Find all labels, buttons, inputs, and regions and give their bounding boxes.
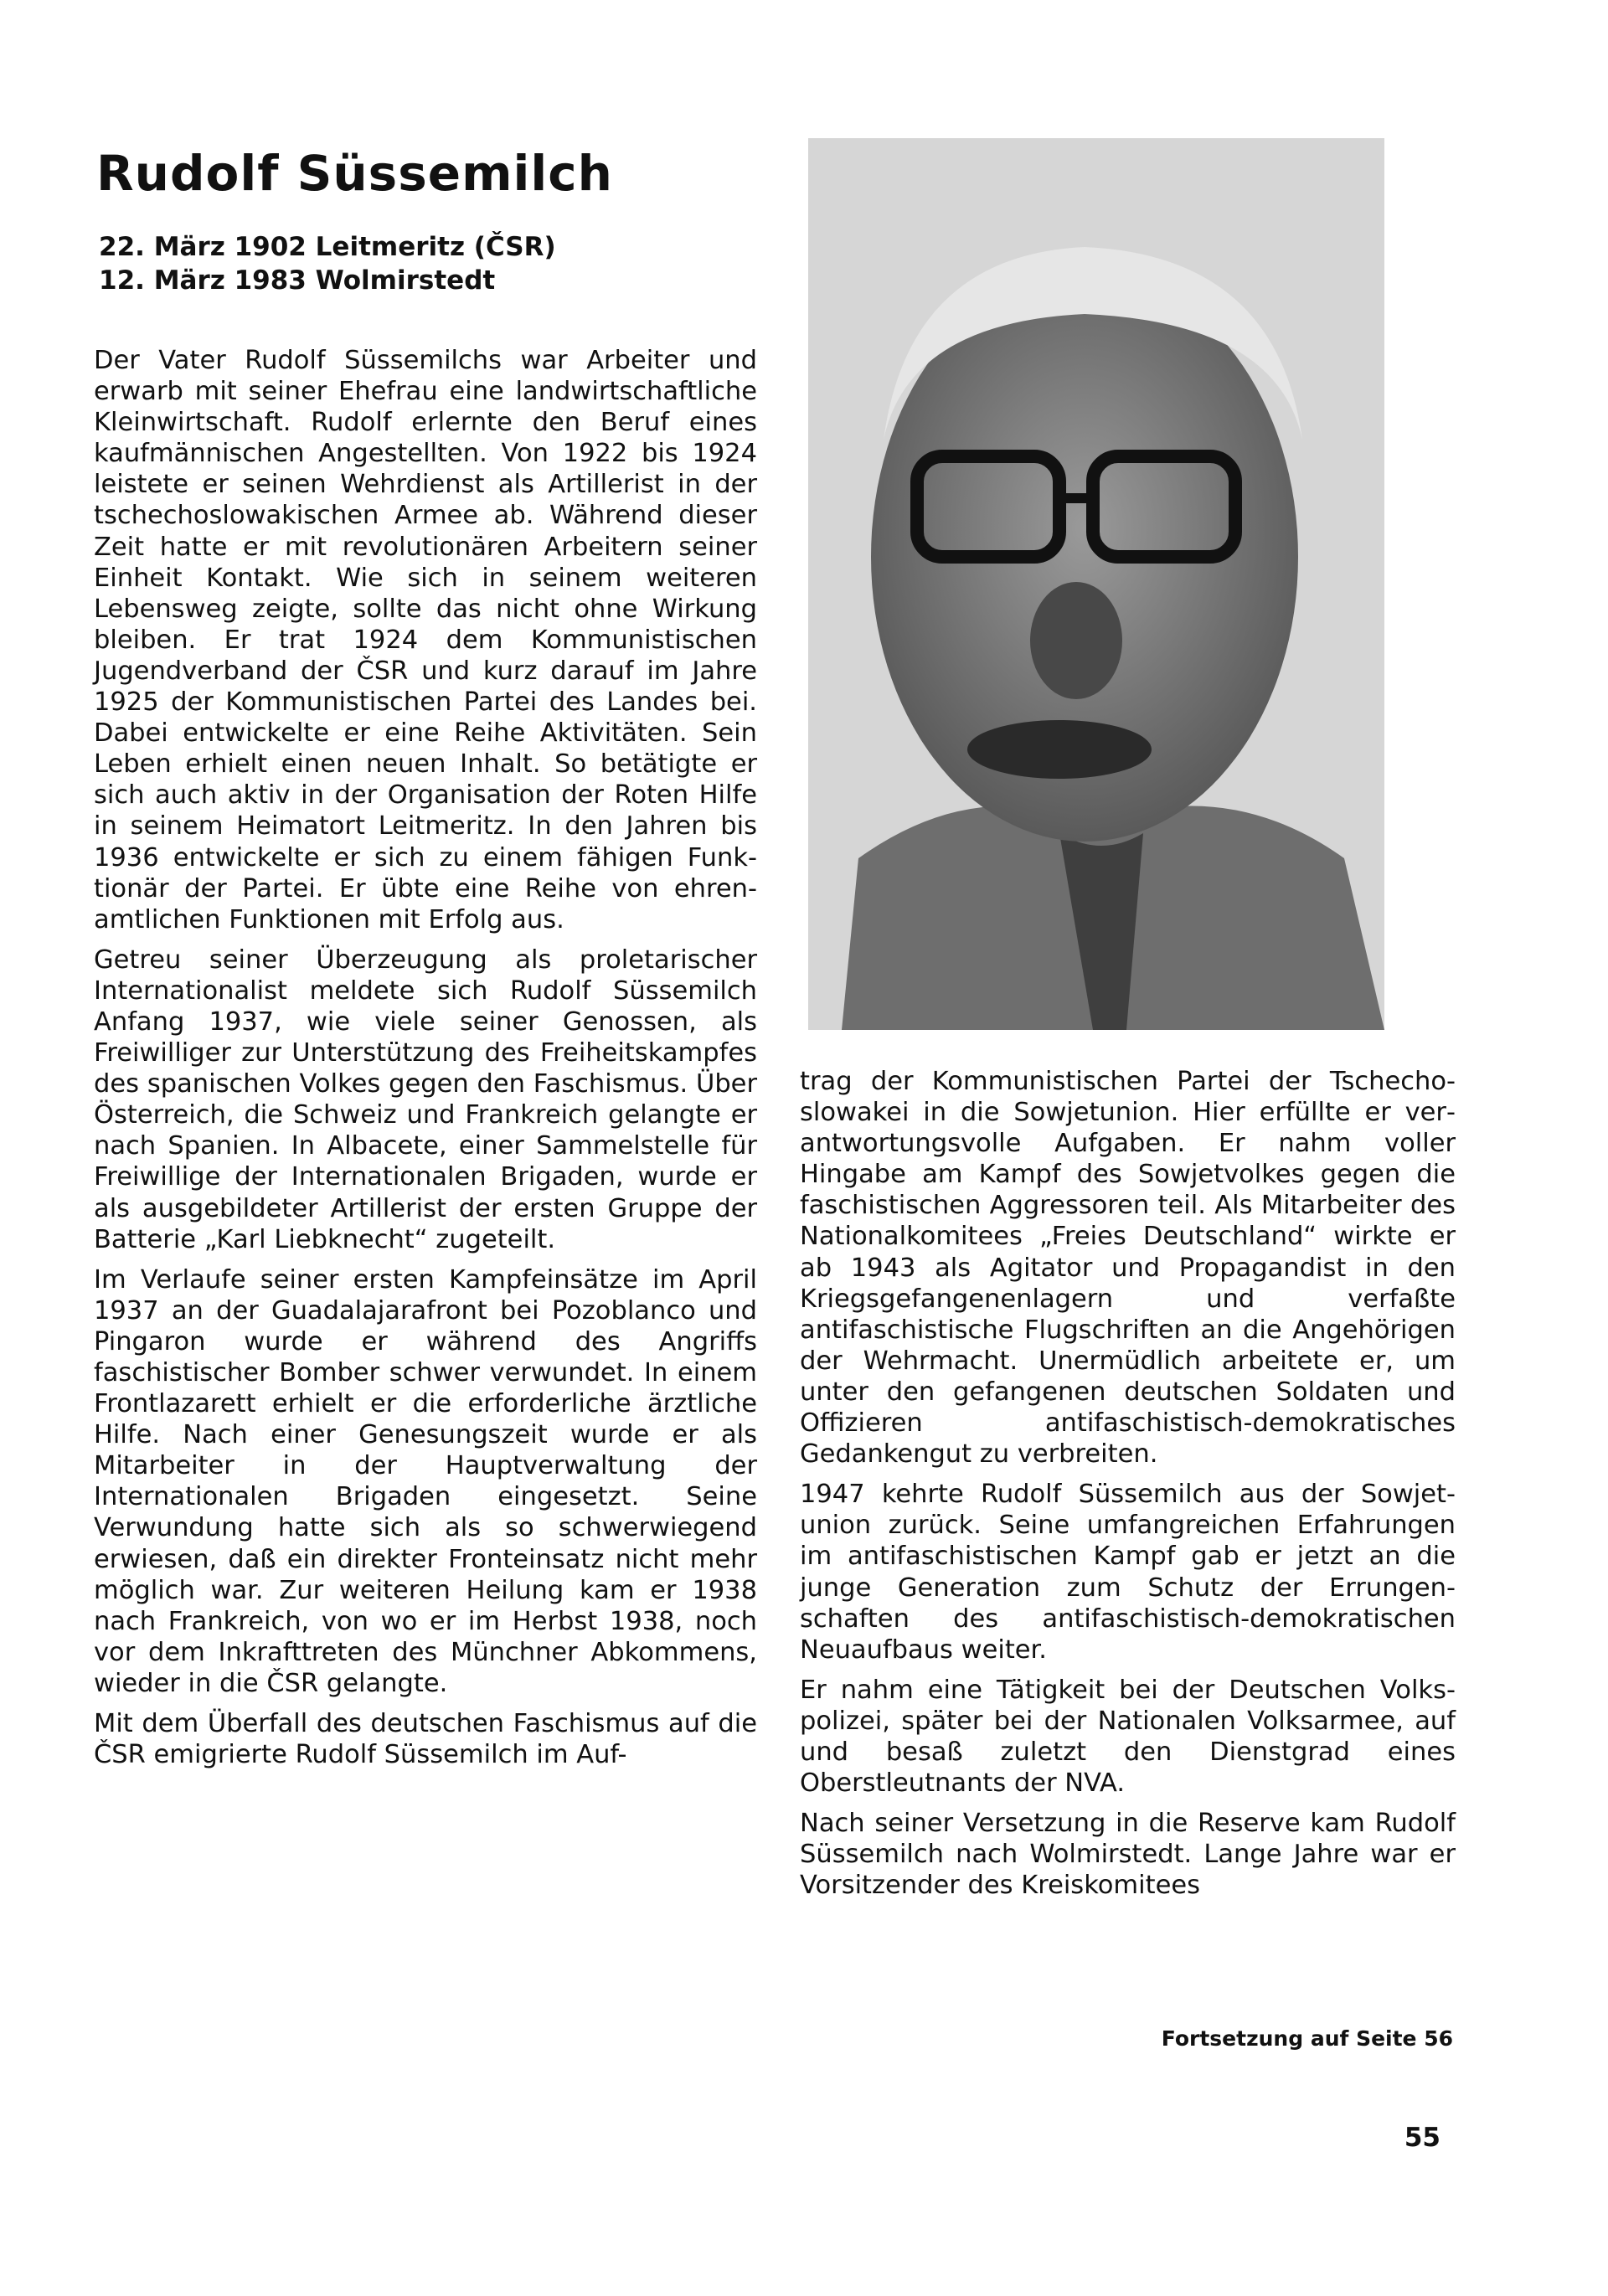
portrait-photo [808, 138, 1384, 1030]
paragraph: Der Vater Rudolf Süssemilchs war Arbeiter und erwarb mit seiner Ehefrau eine landwirtschaftliche Kleinwirtschaft. Rudolf erlernte den Beruf eines kaufmännischen Angestellten. Von 1922 bis 1924 leistete er seinen Wehrdienst als Artillerist in der tschechoslowakischen Armee ab. Während dieser Zeit hatte er mit revolutionären Arbeitern seiner Einheit Kontakt. Wie sich in seinem weiteren Lebensweg zeigte, sollte das nicht ohne Wirkung bleiben. Er trat 1924 dem Kommunistischen Jugendverband der ČSR und kurz darauf im Jahre 1925 der Kommunistischen Partei des Landes bei. Dabei entwickelte er eine Reihe Aktivitäten. Sein Leben erhielt einen neuen Inhalt. So betätigte er sich auch aktiv in der Organisation der Roten Hilfe in seinem Heimatort Leitmeritz. In den Jahren bis 1936 entwickelte er sich zu einem fähigen Funktionär der Partei. Er übte eine Reihe von ehrenamtlichen Funktionen mit Erfolg aus. [94, 346, 757, 934]
text-column-right [800, 1066, 1456, 1910]
portrait-image [808, 138, 1384, 1030]
paragraph: Mit dem Überfall des deutschen Faschismus auf die ČSR emigrierte Rudolf Süssemilch im Auf- [94, 1709, 757, 1770]
paragraph: 1947 kehrte Rudolf Süssemilch aus der Sowjetunion zurück. Seine umfangreichen Erfahrungen im antifaschistischen Kampf gab er jetzt an die junge Generation zum Schutz der Errungenschaften des antifaschistisch-demokratischen Neuaufbaus weiter. [800, 1480, 1456, 1665]
article-title: Rudolf Süssemilch [96, 145, 613, 202]
paragraph: trag der Kommunistischen Partei der Tschechoslowakei in die Sowjetunion. Hier erfüllte er verantwortungsvolle Aufgaben. Er nahm voller Hingabe am Kampf des Sowjetvolkes gegen die faschistischen Aggressoren teil. Als Mitarbeiter des Nationalkomitees „Freies Deutschland“ wirkte er ab 1943 als Agitator und Propagandist in den Kriegsgefangenenlagern und verfaßte antifaschistische Flugschriften an die Angehörigen der Wehrmacht. Unermüdlich arbeitete er, um unter den gefangenen deutschen Soldaten und Offizieren antifaschistisch-demokratisches Gedankengut zu verbreiten. [800, 1067, 1456, 1470]
paragraph: Im Verlaufe seiner ersten Kampfeinsätze im April 1937 an der Guadalajarafront bei Pozoblanco und Pingaron wurde er während des Angriffs faschistischer Bomber schwer verwundet. In einem Frontlazarett erhielt er die erforderliche ärztliche Hilfe. Nach einer Genesungszeit wurde er als Mitarbeiter in der Hauptverwaltung der Internationalen Brigaden eingesetzt. Seine Verwundung hatte sich als so schwerwiegend erwiesen, daß ein direkter Fronteinsatz nicht mehr möglich war. Zur weiteren Heilung kam er 1938 nach Frankreich, von wo er im Herbst 1938, noch vor dem Inkrafttreten des Münchner Abkommens, wieder in die ČSR gelangte. [94, 1264, 757, 1698]
paragraph: Nach seiner Versetzung in die Reserve kam Rudolf Süssemilch nach Wolmirstedt. Lange Jahre war er Vorsitzender des Kreiskomitees [800, 1809, 1456, 1901]
birth-date: 22. März 1902 Leitmeritz (ČSR) [99, 232, 556, 262]
text-column-left [94, 345, 757, 1779]
paragraph: Getreu seiner Überzeugung als proletarischer Internationalist meldete sich Rudolf Süssemilch Anfang 1937, wie viele seiner Genossen, als Freiwilliger zur Unterstützung des Freiheitskampfes des spanischen Volkes gegen den Faschismus. Über Österreich, die Schweiz und Frankreich gelangte er nach Spanien. In Albacete, einer Sammelstelle für Freiwillige der Internationalen Brigaden, wurde er als ausgebildeter Artillerist der ersten Gruppe der Batterie „Karl Liebknecht“ zugeteilt. [94, 945, 757, 1254]
paragraph: Er nahm eine Tätigkeit bei der Deutschen Volkspolizei, später bei der Nationalen Volksarmee, auf und besaß zuletzt den Dienstgrad eines Oberstleutnants der NVA. [800, 1675, 1456, 1799]
page-number: 55 [1404, 2123, 1440, 2153]
continuation-note: Fortsetzung auf Seite 56 [1161, 2026, 1453, 2051]
death-date: 12. März 1983 Wolmirstedt [99, 265, 496, 296]
life-dates [99, 230, 556, 297]
